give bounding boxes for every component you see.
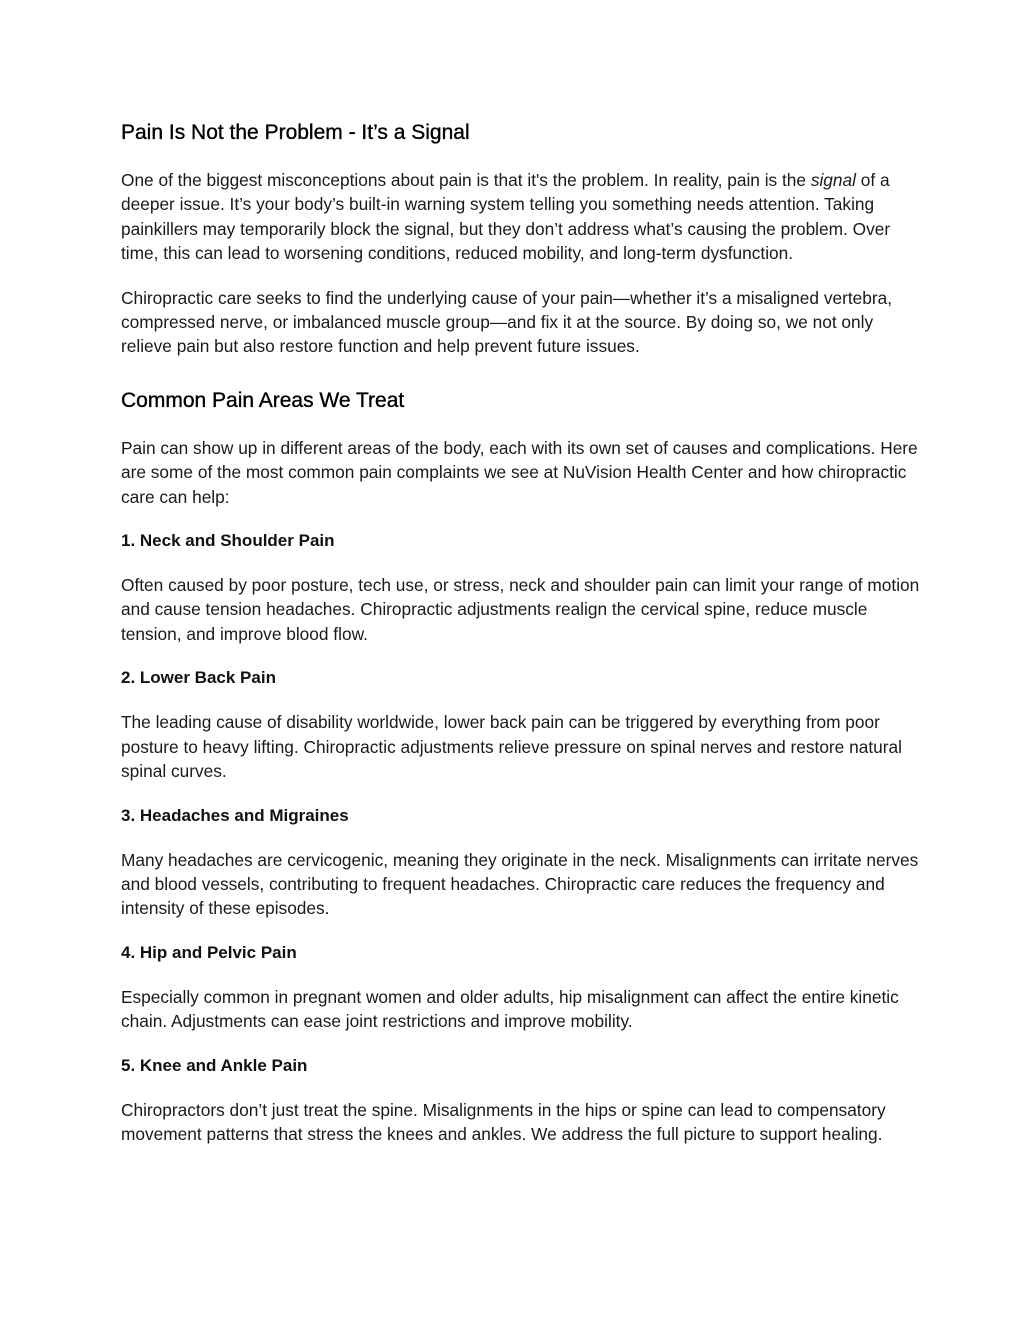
item-body-headaches: Many headaches are cervicogenic, meaning they originate in the neck. Misalignments can irritate nerves and blood vessels, contributing to frequent headaches. Chiropractic care reduces the frequency and intensity of these episodes. bbox=[121, 849, 919, 919]
item-heading-neck-shoulder: 1. Neck and Shoulder Pain bbox=[121, 531, 335, 551]
item-body-lower-back: The leading cause of disability worldwide, lower back pain can be triggered by everything from poor posture to heavy lifting. Chiropractic adjustments relieve pressure on spinal nerves and restore natural spinal curves. bbox=[121, 712, 902, 782]
item-body-neck-shoulder: Often caused by poor posture, tech use, or stress, neck and shoulder pain can limit your range of motion and cause tension headaches. Chiropractic adjustments realign the cervical spine, reduce muscle tension, and improve blood flow. bbox=[121, 575, 920, 644]
item-body-knee-ankle: Chiropractors don’t just treat the spine. Misalignments in the hips or spine can lead to compensatory movement patterns that stress the knees and ankles. We address the full picture to support healing. bbox=[121, 1099, 886, 1144]
paragraph-intro: Pain can show up in different areas of the body, each with its own set of causes and complications. Here are some of the most common pain complaints we see at NuVision Health Center and how chiropractic care can help: bbox=[121, 437, 918, 507]
section-title-pain-signal: Pain Is Not the Problem - It’s a Signal bbox=[121, 121, 470, 144]
paragraph-text: of a deeper issue. It’s your body’s built-in warning system telling you something needs attention. Taking painkillers may temporarily block the signal, but they don’t address what’s causing the problem. Over time, this can lead to worsening conditions, reduced mobility, and long-term dysfunction. bbox=[121, 170, 891, 264]
paragraph-misconceptions bbox=[121, 168, 921, 266]
paragraph-text: One of the biggest misconceptions about pain is that it's the problem. In reality, pain is the bbox=[121, 170, 811, 190]
item-body-hip-pelvic: Especially common in pregnant women and older adults, hip misalignment can affect the entire kinetic chain. Adjustments can ease joint restrictions and improve mobility. bbox=[121, 986, 899, 1032]
emphasis-signal: signal bbox=[810, 170, 856, 190]
item-heading-headaches: 3. Headaches and Migraines bbox=[121, 805, 349, 825]
paragraph-chiropractic-care: Chiropractic care seeks to find the underlying cause of your pain—whether it’s a misaligned vertebra, compressed nerve, or imbalanced muscle group—and fix it at the source. By doing so, we not only relieve pain but also restore function and help prevent future issues. bbox=[121, 287, 893, 357]
item-heading-lower-back: 2. Lower Back Pain bbox=[121, 668, 276, 688]
item-heading-knee-ankle: 5. Knee and Ankle Pain bbox=[121, 1055, 308, 1075]
section-title-common-pain-areas: Common Pain Areas We Treat bbox=[121, 388, 405, 412]
item-heading-hip-pelvic: 4. Hip and Pelvic Pain bbox=[121, 942, 297, 962]
document-page bbox=[121, 118, 921, 1166]
